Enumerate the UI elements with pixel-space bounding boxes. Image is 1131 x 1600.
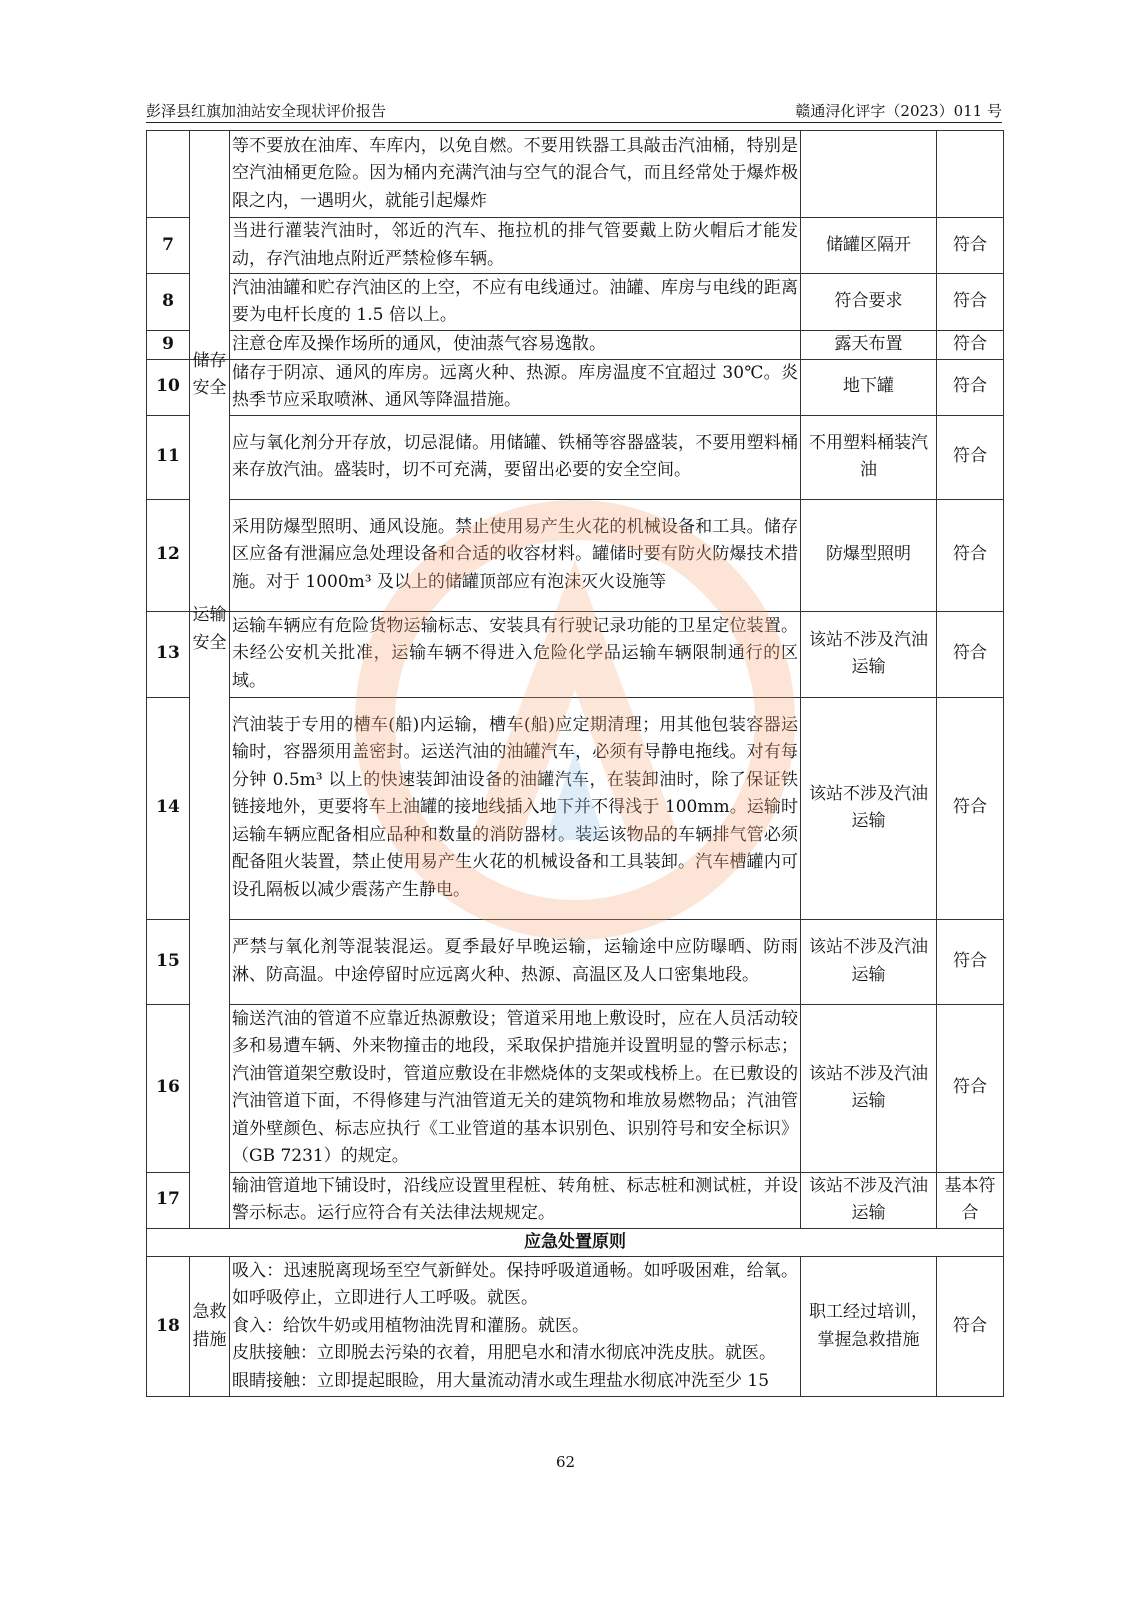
row-number	[147, 131, 190, 218]
table-row	[147, 218, 1004, 274]
row-number: 16	[147, 1004, 190, 1172]
table-row	[147, 1172, 1004, 1228]
row-content: 严禁与氧化剂等混装混运。夏季最好早晚运输，运输途中应防曝晒、防雨淋、防高温。中途停留时应远离火种、热源、高温区及人口密集地段。	[230, 919, 801, 1004]
row-number: 14	[147, 697, 190, 919]
first-aid-inhalation: 吸入：迅速脱离现场至空气新鲜处。保持呼吸道通畅。如呼吸困难，给氧。如呼吸停止，立即进行人工呼吸。就医。	[232, 1260, 798, 1309]
row-result: 符合	[937, 274, 1004, 331]
row-content: 注意仓库及操作场所的通风，使油蒸气容易逸散。	[230, 331, 801, 360]
row-status: 防爆型照明	[801, 499, 937, 611]
row-result: 符合	[937, 359, 1004, 415]
table-row	[147, 131, 1004, 218]
row-result: 基本符合	[937, 1172, 1004, 1228]
category-cell	[190, 131, 230, 360]
row-status: 该站不涉及汽油运输	[801, 697, 937, 919]
row-content: 当进行灌装汽油时，邻近的汽车、拖拉机的排气管要戴上防火帽后才能发动，存汽油地点附近严禁检修车辆。	[230, 218, 801, 274]
table-row	[147, 415, 1004, 499]
category-transport	[190, 605, 230, 1228]
table-row	[147, 331, 1004, 360]
row-number: 18	[147, 1257, 190, 1397]
category-first-aid	[190, 1257, 230, 1397]
row-content: 汽油油罐和贮存汽油区的上空，不应有电线通过。油罐、库房与电线的距离要为电杆长度的 1.5 倍以上。	[230, 274, 801, 331]
first-aid-eyes: 眼睛接触：立即提起眼睑，用大量流动清水或生理盐水彻底冲洗至少 15	[232, 1370, 770, 1391]
row-result: 符合	[937, 697, 1004, 919]
row-status: 该站不涉及汽油运输	[801, 919, 937, 1004]
row-result: 符合	[937, 331, 1004, 360]
row-number: 11	[147, 415, 190, 499]
row-content: 输油管道地下铺设时，沿线应设置里程桩、转角桩、标志桩和测试桩，并设警示标志。运行应符合有关法律法规规定。	[230, 1172, 801, 1228]
evaluation-table	[146, 130, 1004, 1397]
row-result: 符合	[937, 218, 1004, 274]
row-number: 13	[147, 611, 190, 697]
first-aid-skin: 皮肤接触：立即脱去污染的衣着，用肥皂水和清水彻底冲洗皮肤。就医。	[232, 1343, 776, 1364]
row-status: 地下罐	[801, 359, 937, 415]
row-result	[937, 131, 1004, 218]
document-number: 赣通浔化评字（2023）011 号	[795, 102, 1002, 120]
row-status: 储罐区隔开	[801, 218, 937, 274]
table-row	[147, 359, 1004, 415]
row-number: 17	[147, 1172, 190, 1228]
page-header	[146, 96, 1002, 123]
row-content	[230, 1257, 801, 1397]
table-row	[147, 697, 1004, 919]
report-title: 彭泽县红旗加油站安全现状评价报告	[146, 102, 387, 120]
row-content: 采用防爆型照明、通风设施。禁止使用易产生火花的机械设备和工具。储存区应备有泄漏应急处理设备和合适的收容材料。罐储时要有防火防爆技术措施。对于 1000m³ 及以上的储罐顶部应有泡沫灭火设施等	[230, 499, 801, 611]
row-status: 露天布置	[801, 331, 937, 360]
category-storage	[190, 350, 230, 611]
row-result: 符合	[937, 919, 1004, 1004]
row-status: 职工经过培训，掌握急救措施	[801, 1257, 937, 1397]
row-content: 运输车辆应有危险货物运输标志、安装具有行驶记录功能的卫星定位装置。未经公安机关批准，运输车辆不得进入危险化学品运输车辆限制通行的区域。	[230, 611, 801, 697]
row-number: 10	[147, 359, 190, 415]
row-status: 符合要求	[801, 274, 937, 331]
row-number: 12	[147, 499, 190, 611]
category-storage-label: 储存安全	[192, 350, 227, 398]
row-number: 7	[147, 218, 190, 274]
row-content: 等不要放在油库、车库内，以免自燃。不要用铁器工具敲击汽油桶，特别是空汽油桶更危险。因为桶内充满汽油与空气的混合气，而且经常处于爆炸极限之内，一遇明火，就能引起爆炸	[230, 131, 801, 218]
row-content: 应与氧化剂分开存放，切忌混储。用储罐、铁桶等容器盛装，不要用塑料桶来存放汽油。盛装时，切不可充满，要留出必要的安全空间。	[230, 415, 801, 499]
row-status: 该站不涉及汽油运输	[801, 1172, 937, 1228]
row-content: 输送汽油的管道不应靠近热源敷设；管道采用地上敷设时，应在人员活动较多和易遭车辆、外来物撞击的地段，采取保护措施并设置明显的警示标志；汽油管道架空敷设时，管道应敷设在非燃烧体的支架或栈桥上。在已敷设的汽油管道下面，不得修建与汽油管道无关的建筑物和堆放易燃物品；汽油管道外壁颜色、标志应执行《工业管道的基本识别色、识别符号和安全标识》（GB 7231）的规定。	[230, 1004, 801, 1172]
table-row	[147, 919, 1004, 1004]
page-number: 62	[555, 1453, 576, 1471]
row-status	[801, 131, 937, 218]
table-row	[147, 274, 1004, 331]
row-result: 符合	[937, 1257, 1004, 1397]
row-status: 不用塑料桶装汽油	[801, 415, 937, 499]
row-content: 汽油装于专用的槽车(船)内运输，槽车(船)应定期清理；用其他包装容器运输时，容器须用盖密封。运送汽油的油罐汽车，必须有导静电拖线。对有每分钟 0.5m³ 以上的快速装卸油设备的油罐汽车，在装卸油时，除了保证铁链接地外，更要将车上油罐的接地线插入地下并不得浅于 100mm。运输时运输车辆应配备相应品种和数量的消防器材。装运该物品的车辆排气管必须配备阻火装置，禁止使用易产生火花的机械设备和工具装卸。汽车槽罐内可设孔隔板以减少震荡产生静电。	[230, 697, 801, 919]
row-number: 9	[147, 331, 190, 360]
category-transport-label: 运输安全	[192, 605, 227, 653]
first-aid-ingestion: 食入：给饮牛奶或用植物油洗胃和灌肠。就医。	[232, 1315, 589, 1336]
row-result: 符合	[937, 611, 1004, 697]
row-number: 8	[147, 274, 190, 331]
row-result: 符合	[937, 1004, 1004, 1172]
section-title: 应急处置原则	[147, 1228, 1004, 1257]
table-row	[147, 611, 1004, 697]
category-first-aid-label: 急救措施	[192, 1302, 227, 1350]
table-row	[147, 499, 1004, 611]
row-content: 储存于阴凉、通风的库房。远离火种、热源。库房温度不宜超过 30℃。炎热季节应采取喷淋、通风等降温措施。	[230, 359, 801, 415]
table-row	[147, 1257, 1004, 1397]
row-status: 该站不涉及汽油运输	[801, 1004, 937, 1172]
row-status: 该站不涉及汽油运输	[801, 611, 937, 697]
table-row	[147, 1004, 1004, 1172]
row-result: 符合	[937, 415, 1004, 499]
section-row	[147, 1228, 1004, 1257]
row-number: 15	[147, 919, 190, 1004]
row-result: 符合	[937, 499, 1004, 611]
